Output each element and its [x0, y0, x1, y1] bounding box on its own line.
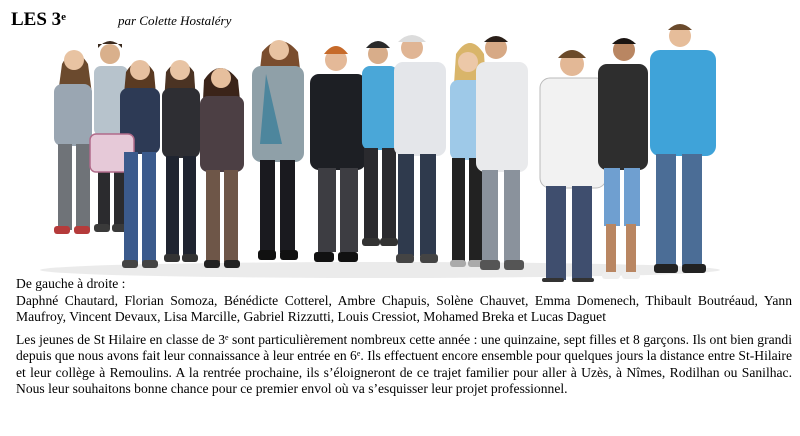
- title-superscript: e: [61, 11, 67, 23]
- article-paragraph: [16, 332, 792, 398]
- group-photo: [0, 24, 800, 282]
- paragraph-part-1: Les jeunes de St Hilaire en classe de 3: [16, 331, 226, 347]
- paragraph-part-3: . Ils effectuent encore ensemble pour quelques jours la distance entre St-Hilaire et leur collège à Remoulins. A la rentrée prochaine, ils s’éloigneront de ce trajet familier pour aller à Uzès, à Nîmes, Rodilhan ou Sanilhac. Nous leur souhaitons bonne chance pour ce premier envol où va s’esquisser leur projet professionnel.: [16, 348, 792, 396]
- caption-intro: De gauche à droite :: [16, 276, 126, 291]
- person-9: [394, 35, 446, 263]
- person-13: [598, 38, 648, 279]
- person-8: [362, 41, 398, 246]
- title-text: LES 3: [11, 9, 62, 30]
- paragraph-part-2: sont particulièrement nombreux cette année : une quinzaine, sept filles et 8 garçons. Ils ont bien grandi depuis que nous avons fait leur connaissance à leur entrée en 6: [16, 331, 792, 363]
- person-7: [310, 46, 366, 262]
- person-1: [54, 50, 92, 234]
- caption-names: Daphné Chautard, Florian Somoza, Bénédicte Cotterel, Ambre Chapuis, Solène Chauvet, Emma Domenech, Thibault Boutréaud, Yann Maufroy, Vincent Devaux, Lisa Marcille, Gabriel Rizzutti, Louis Cressiot, Mohamed Breka et Lucas Daguet: [16, 292, 792, 324]
- person-12: [540, 50, 606, 282]
- superscript-1: e: [225, 332, 229, 342]
- person-6: [252, 40, 304, 260]
- person-4: [162, 60, 200, 262]
- person-11: [476, 36, 528, 270]
- person-5: [200, 68, 244, 268]
- superscript-2: e: [356, 349, 361, 358]
- person-14: [650, 24, 716, 273]
- byline: par Colette Hostaléry: [118, 13, 232, 28]
- article-body: [16, 276, 792, 398]
